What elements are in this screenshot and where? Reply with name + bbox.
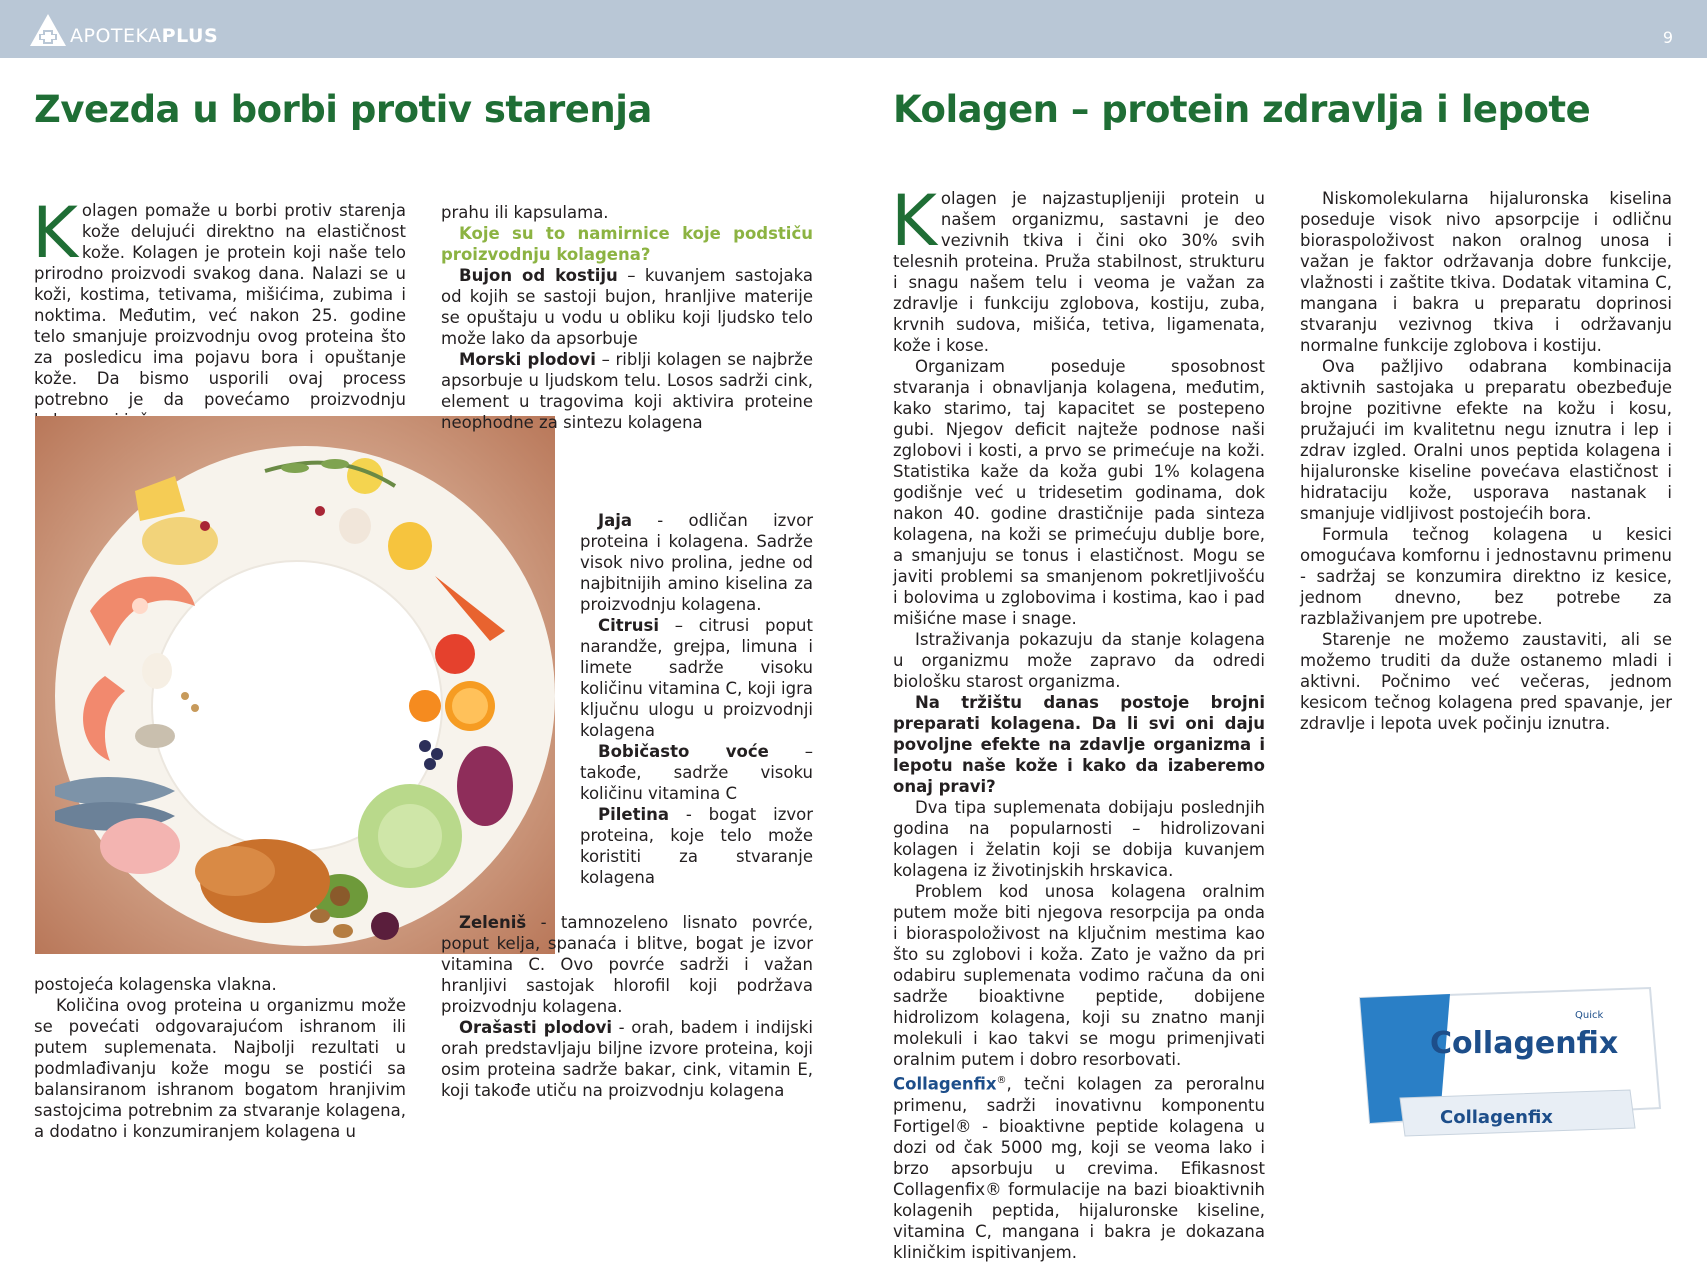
right-p2-text: Organizam poseduje sposobnost stvaranja i obnavljanja kolagena, međutim, kako starimo, taj kapacitet se postepeno gubi. Njegov deficit najteže podnose naši zglobovi i kosti, a prvo se primećuje na koži. Statistika kaže da koža gubi 1% kolagena godišnje već u tridesetim godinama, dok nakon 40. godine drastičnije pada sinteza kolagena, na koži se primećuju dublje bore, a smanjuju se tonus i elastičnost. Mogu se javiti problemi sa smanjenom pokretljivošću i bolovima u zglobovima i kostima, kao i pad mišićne mase i snage. <box>893 357 1265 628</box>
collagen-foods-plate-illustration <box>35 416 555 954</box>
food-item: Zeleniš - tamnozeleno lisnato povrće, poput kelja, spanaća i blitve, bogat je izvor vitamina C. Ovo povrće sadrži i važan hranljivi sastojak hlorofil koji podržava proizvodnju kolagena. <box>441 913 813 1016</box>
right-p3-text: Istraživanja pokazuju da stanje kolagena u organizmu može zapravo da odredi biološku starost organizma. <box>893 630 1265 691</box>
right-p7-text: Collagenfix®, tečni kolagen za peroralnu primenu, sadrži inovativnu komponentu Fortigel® - bioaktivne peptide kolagena u dozi od čak 5000 mg, koji se veoma lako i brzo apsorbuju u crevima. Efikasnost Collagenfix® formulacije na bazi bioaktivnih kolagenih peptida, hijaluronske kiseline, vitamina C, mangana i bakra je dokazana kliničkim ispitivanjem. <box>893 1074 1265 1262</box>
food-item: Jaja - odličan izvor proteina i kolagena. Sadrže visok nivo prolina, jedne od najbitnijih amino kiselina za proizvodnju kolagena. <box>580 511 813 614</box>
food-item: Morski plodovi – riblji kolagen se najbrže apsorbuje u ljudskom telu. Losos sadrži cink, element u tragovima koji aktivira proteine neophodne za sintezu kolagena <box>441 350 813 432</box>
right-p1-text: olagen je najzastupljeniji protein u našem organizmu, sastavni je deo vezivnih tkiva i čini oko 30% svih telesnih proteina. Pruža stabilnost, strukturu i snagu našem telu i veoma je važan za zdravlje i funkciju zglobova, kostiju, zuba, krvnih sudova, mišića, tetiva, ligamenata, kože i kose. <box>893 189 1265 355</box>
right-article-title: Kolagen – protein zdravlja i lepote <box>893 88 1591 131</box>
left-col2-narrow <box>580 510 813 888</box>
left-intro-column <box>32 192 406 431</box>
food-item: Piletina - bogat izvor proteina, koje telo može koristiti za stvaranje kolagena <box>580 805 813 887</box>
logo-icon <box>28 10 68 50</box>
dropcap-left: K <box>32 192 78 274</box>
collagenfix-product-box <box>1330 978 1680 1138</box>
right-p9-text: Ova pažljivo odabrana kombinacija aktivnih sastojaka u preparatu obezbeđuje brojne pozitivne efekte na kožu i kosu, pružajući im kvalitetnu negu iznutra i lep i zdrav izgled. Oralni unos peptida kolagena i hijaluronske kiseline povećava elastičnost i hidrataciju kože, usporava nastanak i smanjuje vidljivost postojećih bora. <box>1300 357 1672 523</box>
food-item: Bobičasto voće – takođe, sadrže visoku količinu vitamina C <box>580 742 813 803</box>
apoteka-plus-logo <box>28 10 218 50</box>
left-col2-bottom <box>441 912 813 1101</box>
right-p11-text: Starenje ne možemo zaustaviti, ali se možemo truditi da duže ostanemo mladi i aktivni. Počnimo već večeras, jednom kesicom tečnog kolagena pred spavanje, jer zdravlje i lepota uvek počinju iznutra. <box>1300 630 1672 733</box>
right-p4-bold-text: Na tržištu danas postoje brojni preparati kolagena. Da li svi oni daju povoljne efekte na zdavlje organizma i lepotu naše kože i kako da izaberemo onaj pravi? <box>893 693 1265 796</box>
collagenfix-brand: Collagenfix <box>893 1074 997 1094</box>
left-para2-text: Količina ovog proteina u organizmu može se povećati odgovarajućom ishranom ili putem suplemenata. Najbolji rezultati u podmlađivanju kože mogu se postići sa balansiranom ishranom bogatom hranjivim sastojcima potrebnim za stvaranje kolagena, a dodatno i konzumiranjem kolagena u <box>34 996 406 1141</box>
right-p6-text: Problem kod unosa kolagena oralnim putem može biti njegova resorpcija pa onda i bioraspoloživost na ključnim mestima kao što su zglobovi i koža. Zato je važno da pri odabiru suplemenata vodimo računa da oni sadrže bioaktivne peptide, dobijene hidrolizom kolagena, koji su znatno manji molekuli i kao takvi se mogu primenjivati oralnim putem i dobro resorbovati. <box>893 882 1265 1069</box>
box-brand-label: Quick <box>1575 1010 1604 1021</box>
left-col2 <box>441 202 813 433</box>
intro-continuation-text: postojeća kolagenska vlakna. <box>34 975 277 994</box>
left-article-title: Zvezda u borbi protiv starenja <box>34 88 652 131</box>
right-col1 <box>891 180 1265 1263</box>
left-intro-text: olagen pomaže u borbi protiv starenja kože delujući direktno na elastičnost kože. Kolagen je protein koji naše telo prirodno proizvodi svakog dana. Nalazi se u koži, kostima, tetivama, mišićima, zubima i noktima. Međutim, već nakon 25. godine telo smanjuje proizvodnju ovog proteina što za posledicu ima pojavu bora i opuštanje kože. Da bismo usporili ovaj process potrebno je da povećamo proizvodnju <box>34 201 406 409</box>
foods-question: Koje su to namirnice koje podstiču proizvodnju kolagena? <box>441 224 813 264</box>
right-col2 <box>1300 188 1672 734</box>
right-p8-text: Niskomolekularna hijaluronska kiselina poseduje visok nivo apsorpcije i odličnu bioraspoloživost nakon oralnog unosa i važan je faktor održavanja dobre funkcije, vlažnosti i zaštite tkiva. Dodatak vitamina C, mangana i bakra u preparatu doprinosi stvaranju vezivnog tkiva i održavanju normalne funkcije zglobova i kostiju. <box>1300 189 1672 355</box>
food-item: Bujon od kostiju – kuvanjem sastojaka od kojih se sastoji bujon, hranljive materije se opuštaju u vodu u obliku koji ljudsko telo može lako da apsorbuje <box>441 266 813 348</box>
header-bar <box>0 0 1707 58</box>
right-p10-text: Formula tečnog kolagena u kesici omogućava komfornu i jednostavnu primenu - sadržaj se konzumira direktno iz kesice, jednom dnevno, bez potrebe za razblaživanjem pre upotrebe. <box>1300 525 1672 628</box>
left-col1-continuation <box>34 974 406 1142</box>
logo-text: APOTEKAPLUS <box>70 25 219 47</box>
dropcap-right: K <box>891 180 937 262</box>
sachet-name-label: Collagenfix <box>1440 1107 1553 1128</box>
food-item: Orašasti plodovi - orah, badem i indijski orah predstavljaju biljne izvore proteina, koji osim proteina sadrže bakar, cink, vitamin E, koji takođe utiču na proizvodnju kolagena <box>441 1018 813 1100</box>
product-name-label: Collagenfix <box>1430 1026 1619 1061</box>
para2-continuation-text: prahu ili kapsulama. <box>441 203 609 222</box>
page-number: 9 <box>1662 28 1673 47</box>
food-item: Citrusi – citrusi poput narandže, grejpa, limuna i limete sadrže visoku količinu vitamina C, koji igra ključnu ulogu u proizvodnji kolagena <box>580 616 813 740</box>
right-p5-text: Dva tipa suplemenata dobijaju poslednjih godina na popularnosti – hidrolizovani kolagen i želatin koji se dobija kuvanjem kolagena iz životinjskih hrskavica. <box>893 798 1265 880</box>
